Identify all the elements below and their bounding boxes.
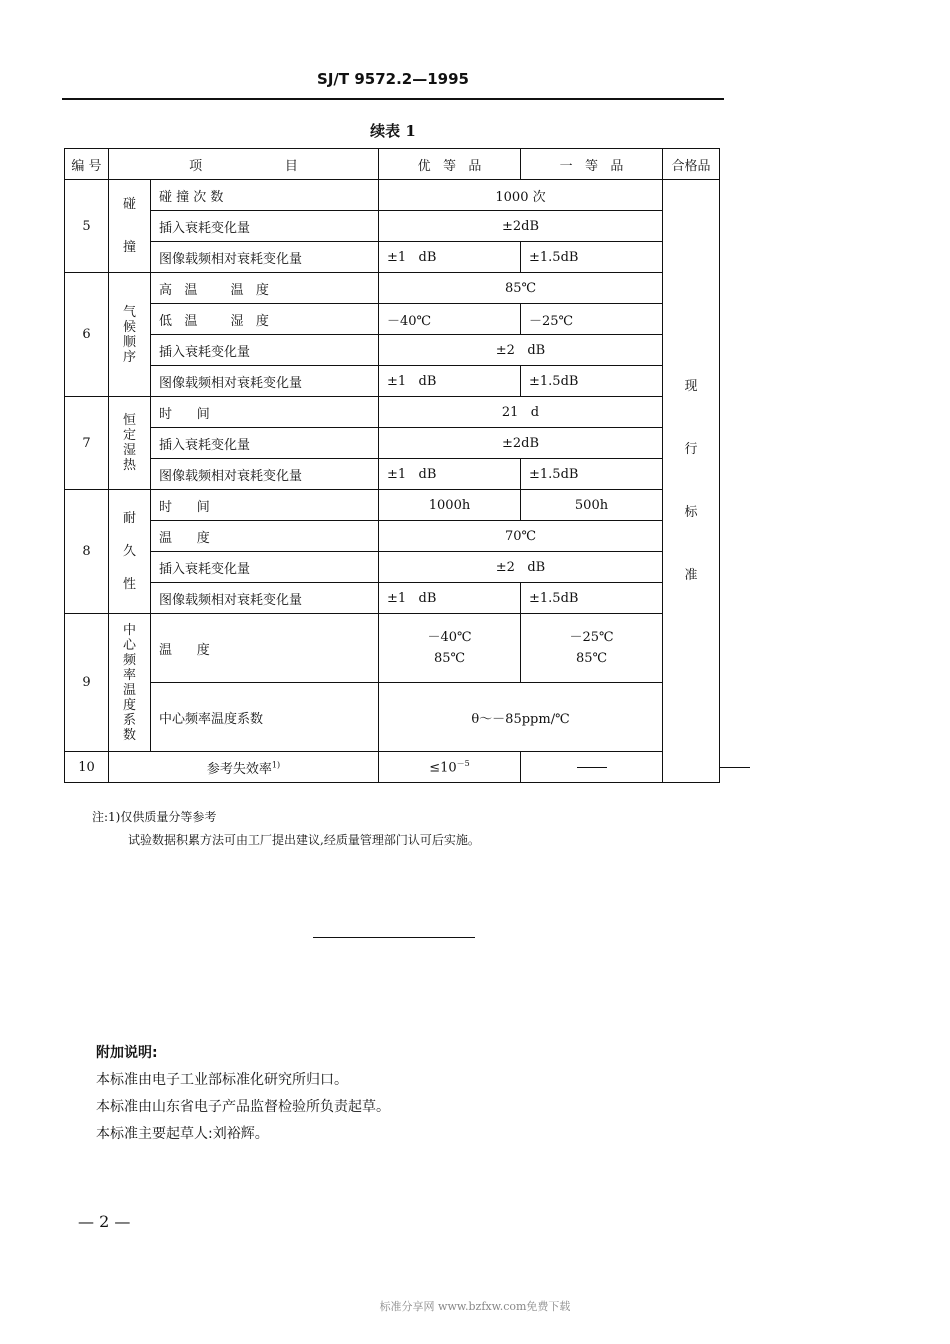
first-value: ±1.5dB	[521, 459, 663, 490]
item-value: 21 d	[379, 397, 663, 428]
item-value: θ～－85ppm/℃	[379, 683, 663, 752]
header-qualified: 合格品	[663, 149, 720, 180]
group-num: 7	[65, 397, 109, 490]
first-value: ±1.5dB	[521, 583, 663, 614]
header-num: 编 号	[65, 149, 109, 180]
header-rule	[62, 98, 724, 100]
item-label: 高 温 温 度	[151, 273, 379, 304]
group-num: 10	[65, 752, 109, 783]
table-row	[65, 304, 720, 335]
table-row	[65, 521, 720, 552]
item-value: ±2 dB	[379, 335, 663, 366]
table-row	[65, 428, 720, 459]
item-label: 图像载频相对衰耗变化量	[151, 242, 379, 273]
excellent-value: －40℃	[379, 304, 521, 335]
additional-title: 附加说明:	[96, 1045, 158, 1061]
table-caption: 续表 1	[370, 122, 416, 140]
item-label: 插入衰耗变化量	[151, 428, 379, 459]
table-notes	[92, 806, 480, 852]
header-item: 项 目	[109, 149, 379, 180]
spec-table	[64, 148, 720, 783]
item-value: 85℃	[379, 273, 663, 304]
group-num: 8	[65, 490, 109, 614]
header-first: 一 等 品	[521, 149, 663, 180]
group-num: 6	[65, 273, 109, 397]
note-line: 试验数据积累方法可由工厂提出建议,经质量管理部门认可后实施。	[128, 833, 480, 847]
table-header-row	[65, 149, 720, 180]
watermark-footer: 标准分享网 www.bzfxw.com免费下载	[379, 1300, 571, 1313]
table-row	[65, 552, 720, 583]
table-row	[65, 273, 720, 304]
item-label: 温 度	[151, 521, 379, 552]
excellent-value: ±1 dB	[379, 459, 521, 490]
first-value: 500h	[521, 490, 663, 521]
additional-line: 本标准由电子工业部标准化研究所归口。	[96, 1072, 348, 1088]
group-category: 中 心 频 率 温 度 系 数	[109, 614, 151, 752]
end-rule	[313, 937, 475, 938]
table-row	[65, 490, 720, 521]
item-label: 参考失效率$^{1)}$	[109, 752, 379, 783]
first-value: －25℃	[521, 304, 663, 335]
first-value: ±1.5dB	[521, 366, 663, 397]
first-value: －25℃ 85℃	[521, 614, 663, 683]
header-excellent: 优 等 品	[379, 149, 521, 180]
standard-number: SJ/T 9572.2—1995	[317, 70, 469, 88]
table-row	[65, 397, 720, 428]
table-row	[65, 366, 720, 397]
item-label: 时 间	[151, 490, 379, 521]
item-label: 图像载频相对衰耗变化量	[151, 366, 379, 397]
item-value: ±2dB	[379, 428, 663, 459]
item-label: 时 间	[151, 397, 379, 428]
page-number: — 2 —	[78, 1212, 131, 1231]
group-category: 气 候 顺 序	[109, 273, 151, 397]
table-row	[65, 335, 720, 366]
item-label: 碰 撞 次 数	[151, 180, 379, 211]
excellent-value: －40℃ 85℃	[379, 614, 521, 683]
table-row	[65, 211, 720, 242]
note-line: 注:1)仅供质量分等参考	[92, 810, 217, 824]
excellent-value: 1000h	[379, 490, 521, 521]
table-row	[65, 242, 720, 273]
item-label: 温 度	[151, 614, 379, 683]
item-value: 70℃	[379, 521, 663, 552]
first-value-dash	[521, 752, 663, 783]
item-label: 中心频率温度系数	[151, 683, 379, 752]
item-value: ±2 dB	[379, 552, 663, 583]
first-value: ±1.5dB	[521, 242, 663, 273]
additional-notes	[96, 1040, 390, 1148]
item-value: 1000 次	[379, 180, 663, 211]
table-row	[65, 180, 720, 211]
item-label: 图像载频相对衰耗变化量	[151, 459, 379, 490]
excellent-value: ±1 dB	[379, 583, 521, 614]
excellent-value: ±1 dB	[379, 366, 521, 397]
group-category: 恒 定 湿 热	[109, 397, 151, 490]
item-label: 低 温 湿 度	[151, 304, 379, 335]
item-label: 插入衰耗变化量	[151, 335, 379, 366]
group-num: 5	[65, 180, 109, 273]
item-label: 插入衰耗变化量	[151, 552, 379, 583]
group-category: 碰 撞	[109, 180, 151, 273]
table-row	[65, 683, 720, 752]
group-num: 9	[65, 614, 109, 752]
table-row	[65, 614, 720, 683]
table-row	[65, 459, 720, 490]
additional-line: 本标准主要起草人:刘裕辉。	[96, 1126, 269, 1142]
item-label: 图像载频相对衰耗变化量	[151, 583, 379, 614]
qualified-standard: 现 行 标 准	[663, 180, 720, 783]
excellent-value: $\le 10^{-5}$	[379, 752, 521, 783]
item-value: ±2dB	[379, 211, 663, 242]
group-category: 耐 久 性	[109, 490, 151, 614]
additional-line: 本标准由山东省电子产品监督检验所负责起草。	[96, 1099, 390, 1115]
item-label: 插入衰耗变化量	[151, 211, 379, 242]
table-row	[65, 583, 720, 614]
excellent-value: ±1 dB	[379, 242, 521, 273]
table-row	[65, 752, 720, 783]
